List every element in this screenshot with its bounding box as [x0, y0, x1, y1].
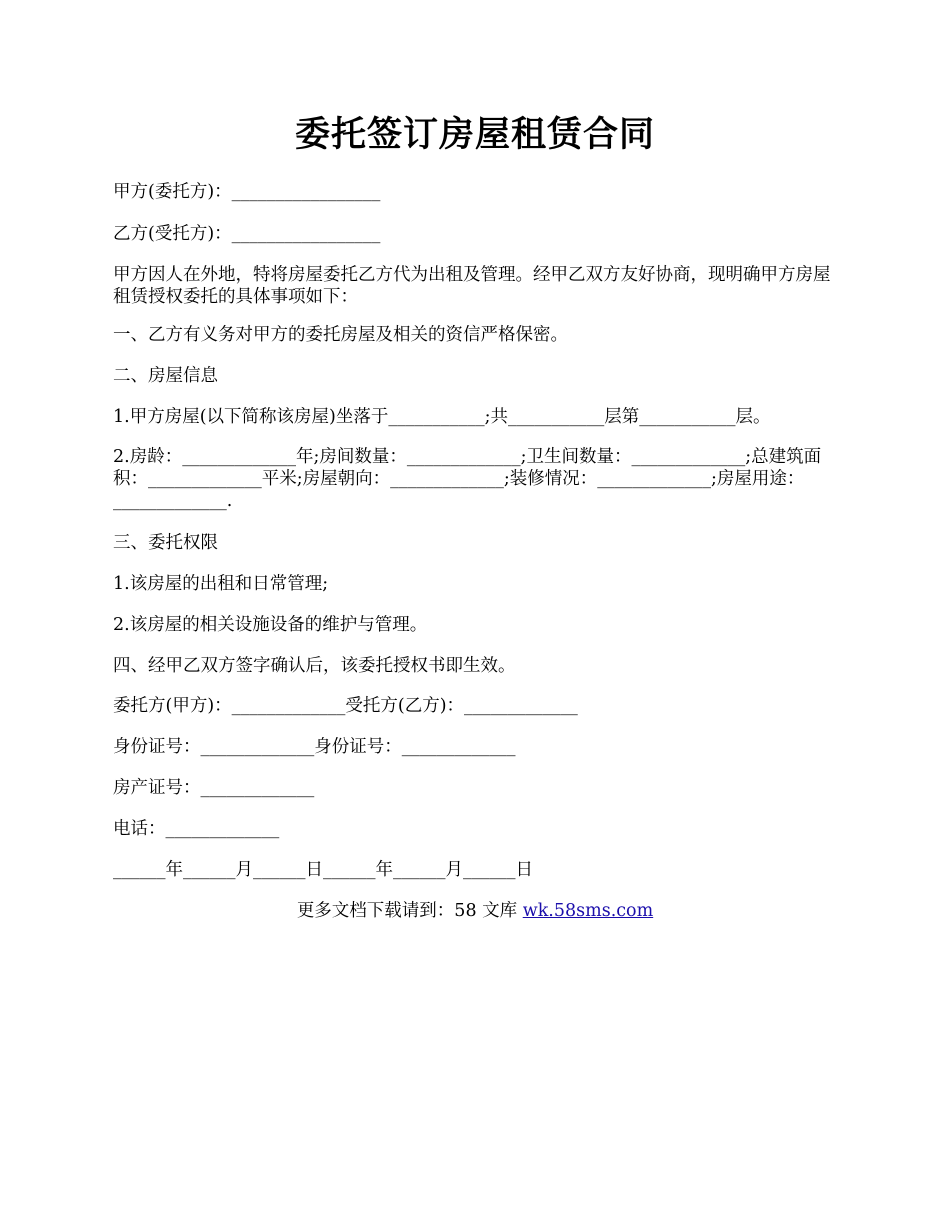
property-cert-line: 房产证号：_____________ — [113, 778, 315, 798]
item-3-2: 2.该房屋的相关设施设备的维护与管理。 — [113, 615, 428, 635]
footer — [113, 900, 837, 922]
phone-line: 电话：_____________ — [113, 819, 280, 839]
party-a-line: 甲方(委托方)：_________________ — [113, 182, 381, 202]
footer-link[interactable]: wk.58sms.com — [522, 901, 654, 921]
document-title: 委托签订房屋租赁合同 — [294, 114, 655, 155]
clause-4: 四、经甲乙双方签字确认后，该委托授权书即生效。 — [113, 656, 516, 676]
section-3-heading: 三、委托权限 — [113, 533, 218, 553]
footer-text: 更多文档下载请到：58 文库 — [296, 901, 523, 921]
section-2-heading: 二、房屋信息 — [113, 366, 218, 386]
intro-paragraph: 甲方因人在外地，特将房屋委托乙方代为出租及管理。经甲乙双方友好协商，现明确甲方房屋租赁授权委托的具体事项如下： — [113, 265, 831, 307]
item-3-1: 1.该房屋的出租和日常管理; — [113, 574, 329, 594]
date-line: ______年______月______日______年______月______日 — [113, 860, 533, 880]
party-b-line: 乙方(受托方)：_________________ — [113, 224, 381, 244]
clause-1: 一、乙方有义务对甲方的委托房屋及相关的资信严格保密。 — [113, 325, 568, 345]
item-2-2: 2.房龄：_____________年;房间数量：_____________;卫生间数量：_____________;总建筑面积：_____________平米;房屋朝向：_____________;装修情况：_____________;房屋用途：_____________. — [113, 447, 822, 511]
signature-parties-line: 委托方(甲方)：_____________受托方(乙方)：_____________ — [113, 696, 578, 716]
id-number-line: 身份证号：_____________身份证号：_____________ — [113, 737, 516, 757]
item-2-1: 1.甲方房屋(以下简称该房屋)坐落于___________;共___________层第___________层。 — [113, 407, 771, 427]
